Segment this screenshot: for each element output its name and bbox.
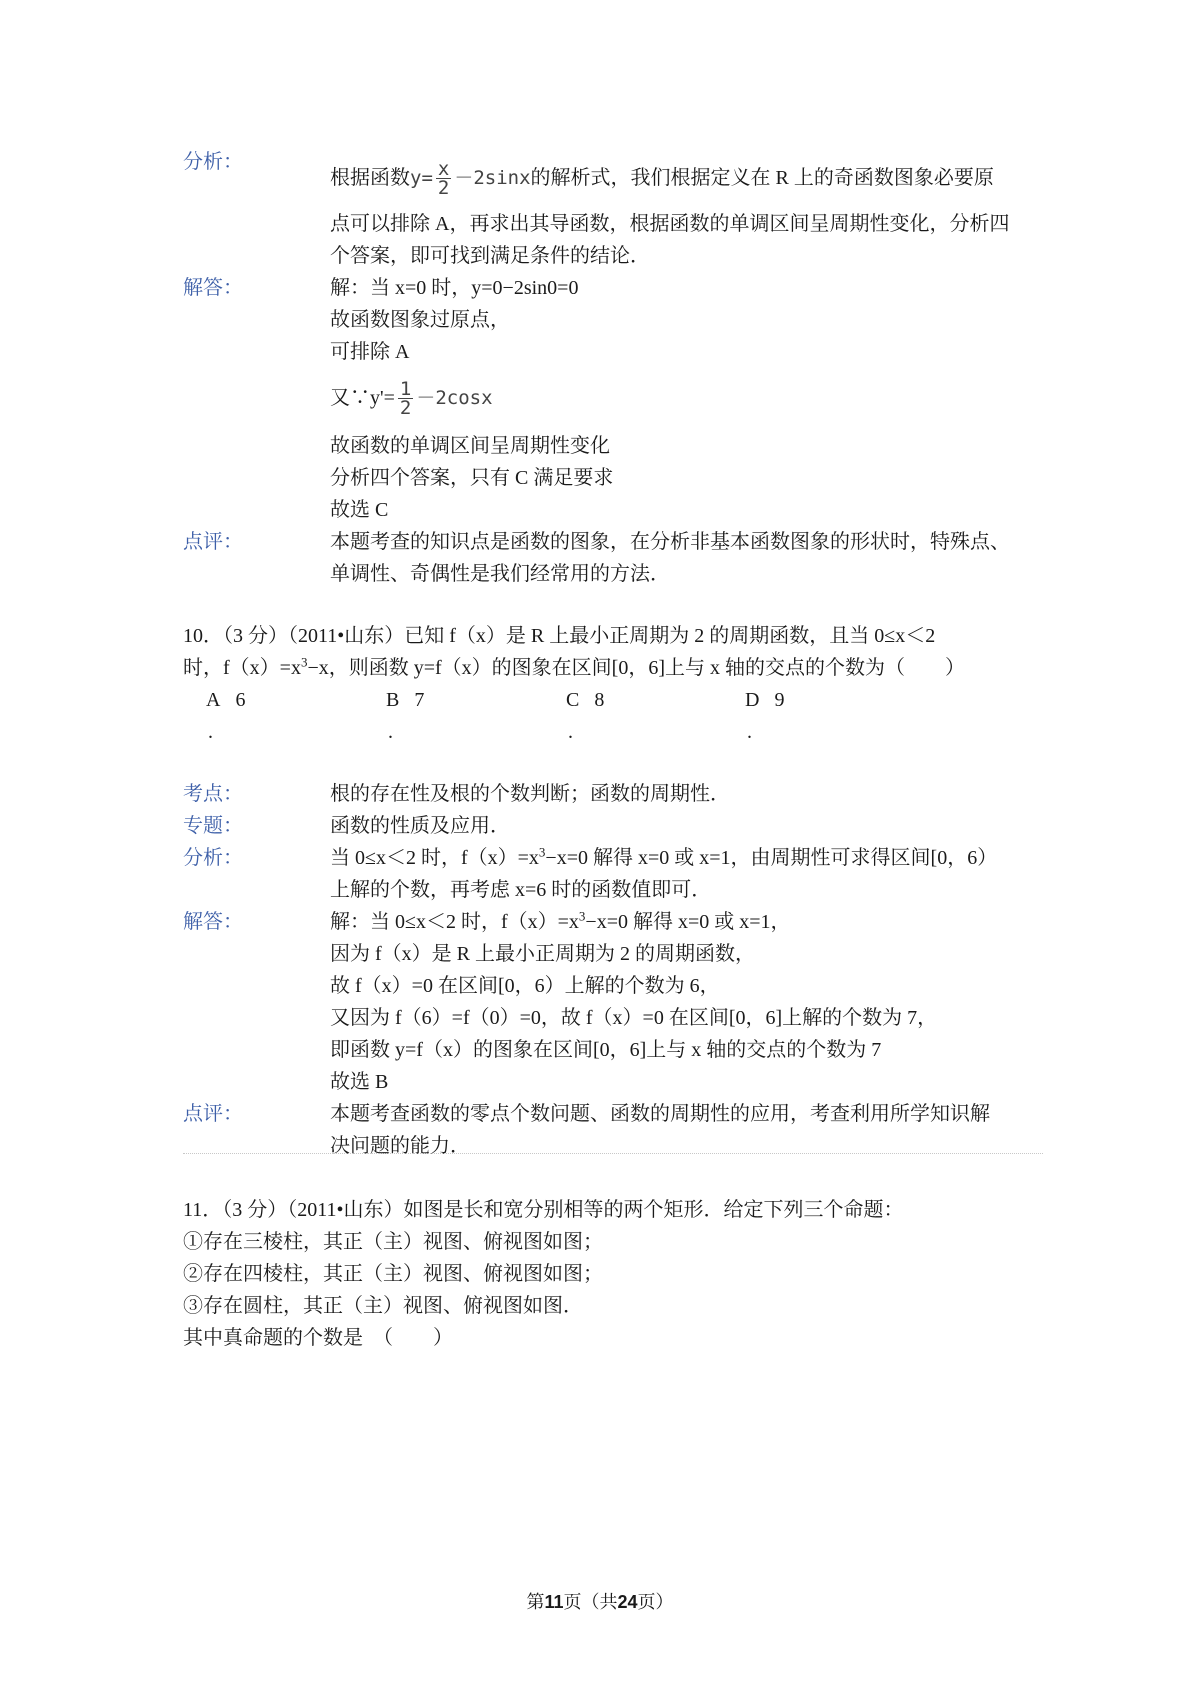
q9-formula-fraction — [436, 160, 451, 197]
q11-stem-last: 其中真命题的个数是 （ ） — [183, 1327, 453, 1349]
q10-option-a-dot: . — [208, 721, 213, 743]
q9-solution-line7: 故选 C — [330, 499, 389, 521]
q10-option-b-dot: . — [388, 721, 393, 743]
q10-sol1-b: −x=0 解得 x=0 或 x=1， — [585, 911, 791, 933]
q11-item1: ①存在三棱柱，其正（主）视图、俯视图如图； — [183, 1231, 603, 1253]
q9-solution-line6: 分析四个答案，只有 C 满足要求 — [330, 467, 614, 489]
q9-comment-label: 点评： — [183, 531, 243, 553]
q9-analysis-text-a: 根据函数 — [330, 167, 410, 189]
q10-solution-line1 — [330, 908, 791, 936]
q10-option-b — [386, 686, 424, 714]
q10-solution-line6: 故选 B — [330, 1071, 389, 1093]
q10-option-a-letter: A — [206, 689, 221, 711]
q10-analysis-line1 — [330, 844, 997, 872]
q9-analysis-label: 分析： — [183, 151, 243, 173]
q9-derivative-formula — [395, 378, 493, 419]
q10-sol1-a: 解：当 0≤x＜2 时，f（x）=x — [330, 911, 579, 933]
q9-comment-line1: 本题考查的知识点是函数的图象，在分析非基本函数图象的形状时，特殊点、 — [330, 531, 1010, 553]
question-divider — [183, 1153, 1043, 1154]
q9-formula-num: x — [437, 158, 450, 180]
q10-solution-line2: 因为 f（x）是 R 上最小正周期为 2 的周期函数， — [330, 943, 755, 965]
q9-formula — [410, 158, 531, 199]
q10-solution-line4: 又因为 f（6）=f（0）=0，故 f（x）=0 在区间[0，6]上解的个数为 7， — [330, 1007, 938, 1029]
q10-comment-label: 点评： — [183, 1103, 243, 1125]
q10-stem-line2 — [183, 654, 965, 682]
page-footer — [0, 1588, 1200, 1614]
q10-analysis1-a: 当 0≤x＜2 时，f（x）=x — [330, 847, 539, 869]
footer-prefix: 第 — [526, 1592, 545, 1612]
q10-comment-line1: 本题考查函数的零点个数问题、函数的周期性的应用，考查利用所学知识解 — [330, 1103, 990, 1125]
q10-kaodian-label: 考点： — [183, 783, 243, 805]
footer-middle: 页（共 — [563, 1592, 618, 1612]
q9-derivative-den: 2 — [399, 397, 412, 419]
q10-option-d — [745, 686, 784, 714]
q9-solution-line4 — [330, 380, 493, 417]
q10-analysis-label: 分析： — [183, 847, 243, 869]
footer-total-pages: 24 — [617, 1592, 638, 1612]
q10-option-d-letter: D — [745, 689, 760, 711]
q9-solution-line2: 故函数图象过原点， — [330, 309, 510, 331]
q9-derivative-rest: －2cosx — [416, 387, 493, 409]
q10-zhuanti-label: 专题： — [183, 815, 243, 837]
q10-option-c — [566, 686, 604, 714]
q10-comment-line2: 决问题的能力． — [330, 1135, 470, 1157]
q9-derivative-fraction — [398, 380, 413, 417]
q9-derivative-num: 1 — [399, 378, 412, 400]
q10-option-d-dot: . — [747, 721, 752, 743]
q10-option-a-value: 6 — [235, 689, 246, 711]
q11-item2: ②存在四棱柱，其正（主）视图、俯视图如图； — [183, 1263, 603, 1285]
q9-analysis-text-b: 的解析式，我们根据定义在 R 上的奇函数图象必要原 — [530, 167, 994, 189]
q10-zhuanti-text: 函数的性质及应用． — [330, 815, 510, 837]
q9-analysis-line1 — [330, 160, 994, 197]
q10-stem2-b: −x，则函数 y=f（x）的图象在区间[0，6]上与 x 轴的交点的个数为（ ） — [307, 657, 965, 679]
q10-option-d-value: 9 — [774, 689, 785, 711]
q9-formula-rest: －2sinx — [454, 167, 531, 189]
q10-analysis1-sup: 3 — [538, 844, 546, 860]
q10-option-c-letter: C — [566, 689, 580, 711]
footer-suffix: 页） — [637, 1592, 674, 1612]
q10-analysis-line2: 上解的个数，再考虑 x=6 时的函数值即可． — [330, 879, 712, 901]
q11-stem-line1: 11．（3 分）（2011•山东）如图是长和宽分别相等的两个矩形．给定下列三个命题： — [183, 1199, 904, 1221]
q9-comment-line2: 单调性、奇偶性是我们经常用的方法． — [330, 563, 670, 585]
q11-item3: ③存在圆柱，其正（主）视图、俯视图如图． — [183, 1295, 583, 1317]
q10-solution-line3: 故 f（x）=0 在区间[0，6）上解的个数为 6， — [330, 975, 720, 997]
q10-option-a — [206, 686, 245, 714]
q9-sol4-text: 又∵y'= — [330, 387, 395, 409]
q10-option-b-letter: B — [386, 689, 400, 711]
q9-solution-line3: 可排除 A — [330, 341, 410, 363]
q9-formula-den: 2 — [437, 177, 450, 199]
q9-solution-line1: 解：当 x=0 时，y=0−2sin0=0 — [330, 277, 579, 299]
q10-analysis1-b: −x=0 解得 x=0 或 x=1，由周期性可求得区间[0，6） — [545, 847, 998, 869]
q10-sol1-sup: 3 — [578, 908, 586, 924]
q10-stem-line1: 10．（3 分）（2011•山东）已知 f（x）是 R 上最小正周期为 2 的周期函数，且当 0≤x＜2 — [183, 625, 936, 647]
q9-analysis-line3: 个答案，即可找到满足条件的结论． — [330, 245, 650, 267]
q10-kaodian-text: 根的存在性及根的个数判断；函数的周期性． — [330, 783, 730, 805]
q10-stem2-a: 时，f（x）=x — [183, 657, 301, 679]
q10-option-b-value: 7 — [414, 689, 425, 711]
q10-stem2-sup: 3 — [300, 654, 308, 670]
q9-solution-line5: 故函数的单调区间呈周期性变化 — [330, 435, 610, 457]
q9-solution-label: 解答： — [183, 277, 243, 299]
q9-formula-y: y= — [410, 167, 433, 189]
q10-solution-line5: 即函数 y=f（x）的图象在区间[0，6]上与 x 轴的交点的个数为 7 — [330, 1039, 882, 1061]
footer-page-number: 11 — [544, 1592, 564, 1612]
q10-option-c-dot: . — [568, 721, 573, 743]
q10-solution-label: 解答： — [183, 911, 243, 933]
q9-analysis-line2: 点可以排除 A，再求出其导函数，根据函数的单调区间呈周期性变化，分析四 — [330, 213, 1010, 235]
q10-option-c-value: 8 — [594, 689, 605, 711]
